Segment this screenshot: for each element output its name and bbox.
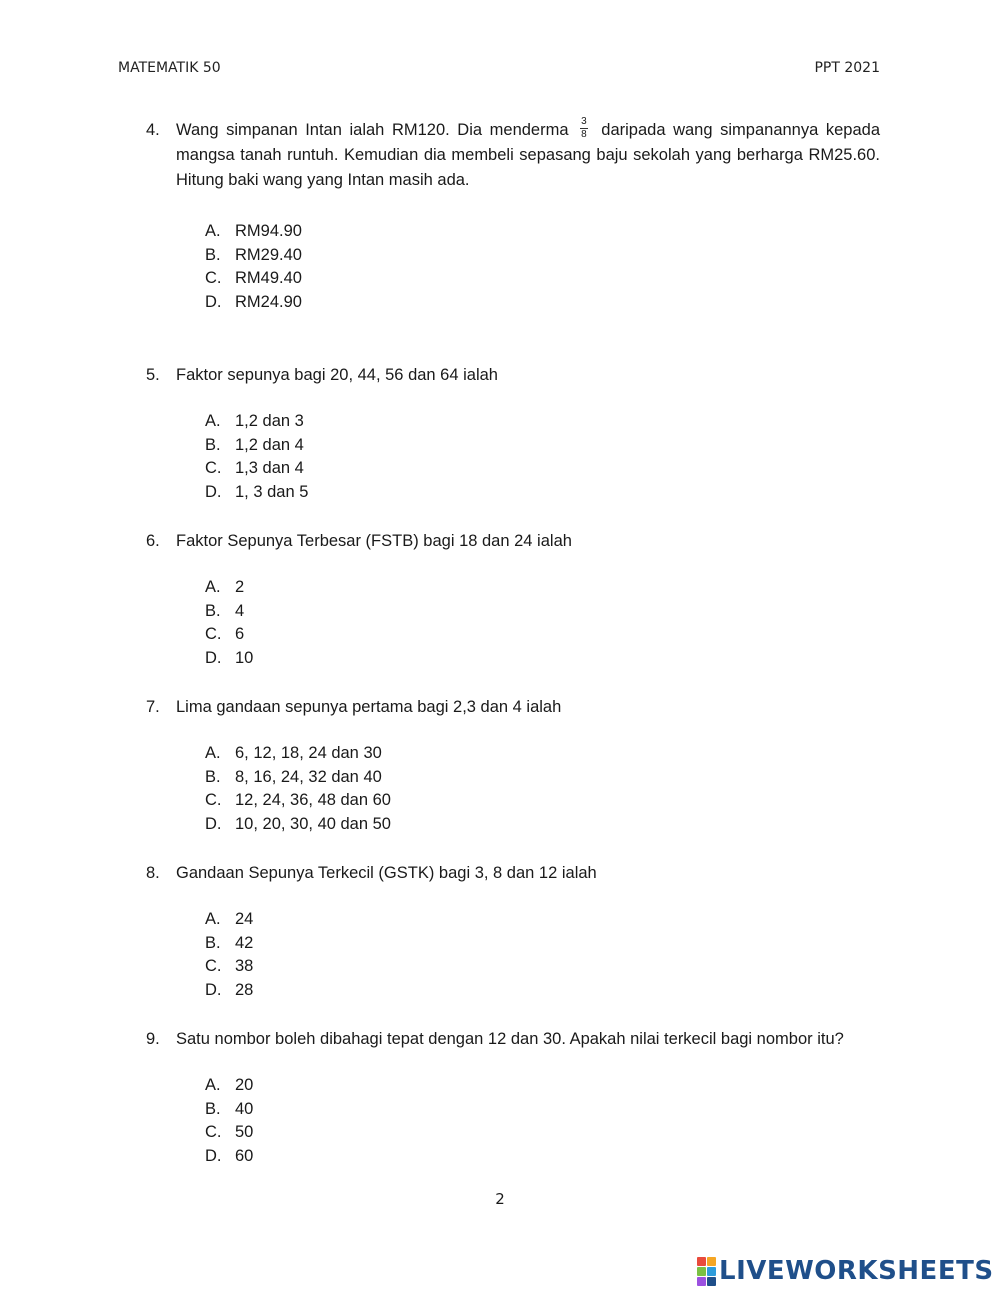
option-text: 50: [235, 1123, 254, 1142]
option-b[interactable]: [205, 766, 391, 790]
option-c[interactable]: [205, 1121, 253, 1145]
logo-square: [697, 1257, 706, 1266]
question-stem: Lima gandaan sepunya pertama bagi 2,3 dan 4 ialah: [176, 698, 562, 716]
option-label: C.: [205, 957, 222, 976]
option-c[interactable]: [205, 457, 308, 481]
option-text: 20: [235, 1076, 254, 1094]
option-c[interactable]: [205, 789, 391, 813]
option-a[interactable]: [205, 1074, 253, 1098]
option-label: A.: [205, 744, 221, 762]
question-number: 9.: [146, 1030, 160, 1048]
option-text: RM29.40: [235, 245, 302, 264]
option-b[interactable]: [205, 600, 253, 624]
option-label: D.: [205, 293, 222, 312]
options-4: [205, 220, 302, 315]
option-label: C.: [205, 269, 222, 288]
question-5: [146, 363, 880, 388]
question-stem: Faktor sepunya bagi 20, 44, 56 dan 64 ialah: [176, 366, 498, 384]
options-5: [205, 410, 308, 505]
option-a[interactable]: [205, 410, 308, 434]
question-number: 4.: [146, 121, 160, 139]
option-label: D.: [205, 649, 222, 668]
option-label: A.: [205, 412, 221, 430]
option-text: 1,2 dan 3: [235, 412, 304, 430]
option-text: 1,3 dan 4: [235, 459, 304, 478]
question-7: [146, 695, 880, 720]
option-text: 2: [235, 578, 245, 596]
option-d[interactable]: [205, 813, 391, 837]
option-text: 4: [235, 601, 245, 620]
fraction-denominator: 8: [581, 129, 587, 141]
question-number: 8.: [146, 864, 160, 882]
option-text: 10: [235, 649, 254, 668]
option-c[interactable]: [205, 267, 302, 291]
options-9: [205, 1074, 253, 1169]
option-label: A.: [205, 222, 221, 240]
option-label: B.: [205, 933, 221, 952]
liveworksheets-logo-icon: [697, 1257, 716, 1286]
option-label: D.: [205, 815, 222, 834]
option-d[interactable]: [205, 979, 253, 1003]
option-a[interactable]: [205, 220, 302, 244]
option-d[interactable]: [205, 1145, 253, 1169]
option-text: 28: [235, 981, 254, 1000]
logo-square: [697, 1277, 706, 1286]
logo-square: [707, 1267, 716, 1276]
logo-square: [707, 1277, 716, 1286]
option-label: C.: [205, 459, 222, 478]
option-b[interactable]: [205, 434, 308, 458]
option-text: 38: [235, 957, 254, 976]
option-text: 1, 3 dan 5: [235, 483, 309, 502]
logo-square: [697, 1267, 706, 1276]
option-label: A.: [205, 1076, 221, 1094]
logo-square: [707, 1257, 716, 1266]
option-c[interactable]: [205, 955, 253, 979]
option-label: B.: [205, 435, 221, 454]
question-number: 7.: [146, 698, 160, 716]
option-b[interactable]: [205, 244, 302, 268]
option-text: 6: [235, 625, 245, 644]
option-text: 1,2 dan 4: [235, 435, 304, 454]
question-stem: Satu nombor boleh dibahagi tepat dengan 12 dan 30. Apakah nilai terkecil bagi nombor itu?: [176, 1030, 844, 1048]
option-text: 24: [235, 910, 254, 928]
option-text: 42: [235, 933, 254, 952]
option-text: 60: [235, 1147, 254, 1166]
fraction-numerator: 3: [581, 116, 587, 128]
option-label: B.: [205, 245, 221, 264]
header-right: PPT 2021: [814, 60, 880, 76]
stem-after-fraction: daripada wang simpanannya kepada mangsa tanah runtuh. Kemudian dia membeli sepasang baju sekolah yang berharga RM25.60. Hitung baki wang yang Intan masih ada.: [176, 121, 880, 189]
option-label: B.: [205, 1099, 221, 1118]
option-text: 12, 24, 36, 48 dan 60: [235, 791, 391, 810]
question-stem: Faktor Sepunya Terbesar (FSTB) bagi 18 dan 24 ialah: [176, 532, 572, 550]
header-left: MATEMATIK 50: [118, 60, 221, 76]
option-label: B.: [205, 767, 221, 786]
options-6: [205, 576, 253, 671]
question-9: [146, 1027, 880, 1052]
option-a[interactable]: [205, 576, 253, 600]
option-label: C.: [205, 1123, 222, 1142]
option-text: 6, 12, 18, 24 dan 30: [235, 744, 382, 762]
option-label: B.: [205, 601, 221, 620]
options-8: [205, 908, 253, 1003]
option-label: A.: [205, 910, 221, 928]
option-text: 40: [235, 1099, 254, 1118]
option-label: A.: [205, 578, 221, 596]
option-text: RM24.90: [235, 293, 302, 312]
option-text: 10, 20, 30, 40 dan 50: [235, 815, 391, 834]
question-4: [146, 118, 880, 193]
option-label: C.: [205, 791, 222, 810]
question-number: 5.: [146, 366, 160, 384]
option-label: D.: [205, 483, 222, 502]
question-stem: [176, 118, 880, 193]
option-text: RM49.40: [235, 269, 302, 288]
option-text: 8, 16, 24, 32 dan 40: [235, 767, 382, 786]
stem-before-fraction: Wang simpanan Intan ialah RM120. Dia menderma: [176, 121, 569, 139]
option-label: D.: [205, 981, 222, 1000]
question-8: [146, 861, 880, 886]
page-number: 2: [495, 1190, 505, 1208]
liveworksheets-brand[interactable]: [697, 1256, 994, 1286]
brand-text: LIVEWORKSHEETS: [719, 1256, 994, 1286]
option-label: D.: [205, 1147, 222, 1166]
option-text: RM94.90: [235, 222, 302, 240]
option-b[interactable]: [205, 932, 253, 956]
option-d[interactable]: [205, 291, 302, 315]
options-7: [205, 742, 391, 837]
option-b[interactable]: [205, 1098, 253, 1122]
option-a[interactable]: [205, 908, 253, 932]
question-number: 6.: [146, 532, 160, 550]
option-d[interactable]: [205, 481, 308, 505]
question-stem: Gandaan Sepunya Terkecil (GSTK) bagi 3, 8 dan 12 ialah: [176, 864, 597, 882]
fraction-three-eighths: [580, 117, 588, 140]
option-d[interactable]: [205, 647, 253, 671]
option-label: C.: [205, 625, 222, 644]
question-6: [146, 529, 880, 554]
option-a[interactable]: [205, 742, 391, 766]
option-c[interactable]: [205, 623, 253, 647]
